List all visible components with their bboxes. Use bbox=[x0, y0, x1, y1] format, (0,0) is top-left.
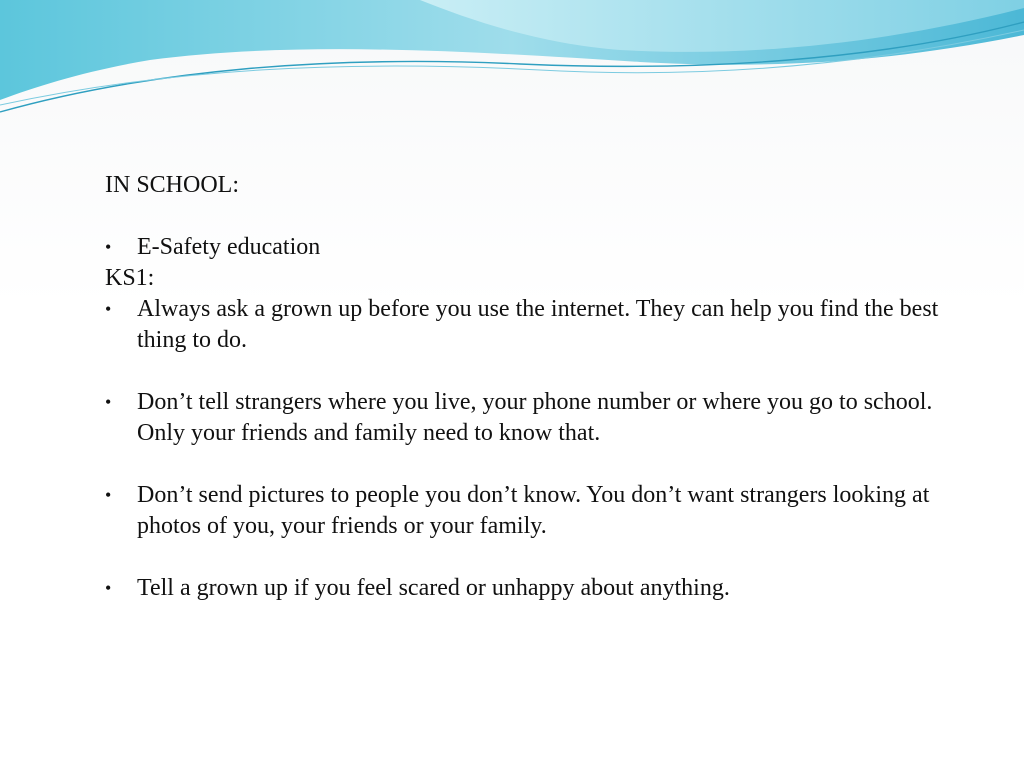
spacer bbox=[105, 449, 965, 480]
bullet-dot: • bbox=[105, 299, 112, 319]
list-item-text: Don’t send pictures to people you don’t know. You don’t want strangers looking at photos of you, your friends or your family. bbox=[137, 482, 930, 539]
list-item-text: Don’t tell strangers where you live, your phone number or where you go to school. Only your friends and family need to know that. bbox=[137, 389, 933, 446]
bullet-dot: • bbox=[105, 392, 112, 412]
bullet-dot: • bbox=[105, 485, 112, 505]
list-item-text: Always ask a grown up before you use the internet. They can help you find the best thing to do. bbox=[137, 296, 939, 353]
decorative-wave-header bbox=[0, 0, 1024, 130]
bullet-dot: • bbox=[105, 237, 112, 257]
list-item bbox=[105, 387, 965, 449]
heading: IN SCHOOL: bbox=[105, 172, 240, 198]
bullet-dot: • bbox=[105, 578, 112, 598]
spacer bbox=[105, 201, 965, 232]
list-item bbox=[105, 294, 965, 356]
spacer bbox=[105, 356, 965, 387]
list-item-text: Tell a grown up if you feel scared or unhappy about anything. bbox=[137, 575, 730, 601]
bullet-topic bbox=[105, 232, 965, 263]
subheading: KS1: bbox=[105, 265, 155, 291]
slide-body bbox=[105, 170, 965, 604]
list-item bbox=[105, 480, 965, 542]
spacer bbox=[105, 542, 965, 573]
list-item bbox=[105, 573, 965, 604]
topic-text: E-Safety education bbox=[137, 234, 321, 260]
